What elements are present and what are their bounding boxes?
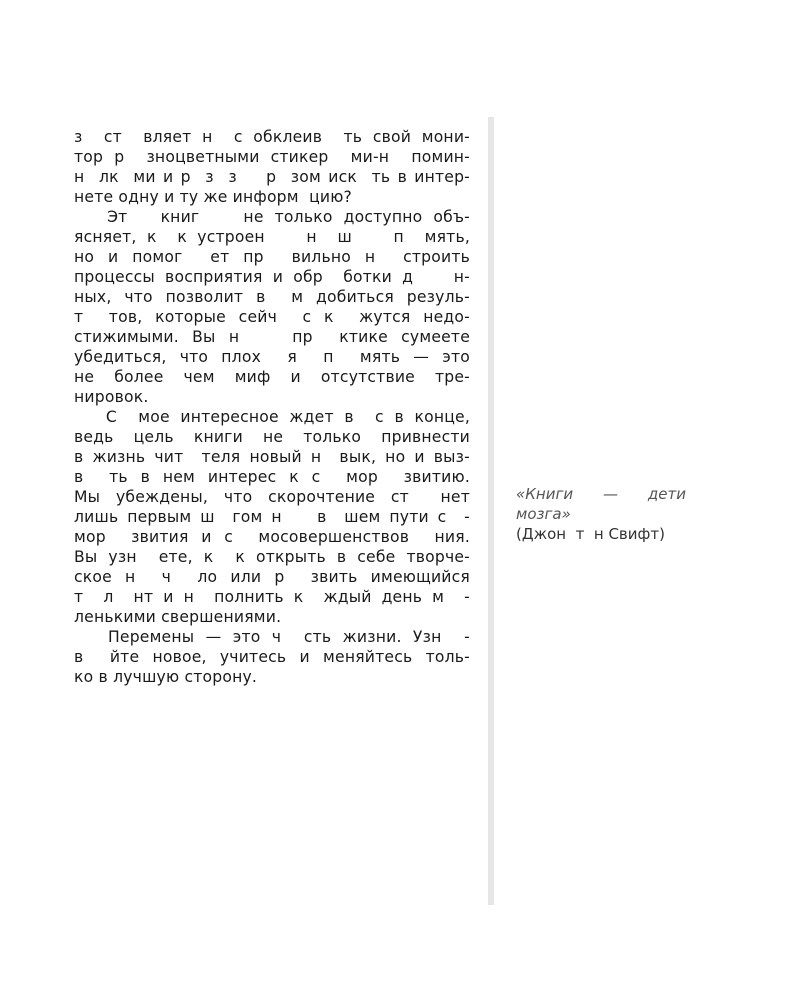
text-line: ленькими свершениями. [74,608,282,626]
text-line: нете одну и ту же информ цию? [74,188,353,206]
sidebar-divider [488,117,494,905]
text-line: убедиться, что плох я п мять — это [74,348,470,366]
text-line: нировок. [74,388,149,406]
text-line: в йте новое, учитесь и меняйтесь толь- [74,648,470,666]
text-line: но и помог ет пр вильно н строить [74,248,470,266]
sidebar-quote [516,484,686,544]
text-line: стижимыми. Вы н пр ктике сумеете [74,328,470,346]
text-line: т тов, которые сейч с к жутся недо- [74,308,470,326]
text-line: в ть в нем интерес к с мор звитию. [74,468,470,486]
text-line: ское н ч ло или р звить имеющийся [74,568,470,586]
text-line: Мы убеждены, что скорочтение ст нет [74,488,470,506]
text-line: з ст вляет н с обклеив ть свой мони- [74,128,470,146]
text-line: ясняет, к к устроен н ш п мять, [74,228,470,246]
quote-text-line-2: мозга» [516,505,571,523]
text-line: процессы восприятия и обр ботки д н- [74,268,470,286]
text-line: не более чем миф и отсутствие тре- [74,368,470,386]
text-line: ко в лучшую сторону. [74,668,258,686]
text-line: лишь первым ш гом н в шем пути с - [74,508,470,526]
text-line: Вы узн ете, к к открыть в себе творче- [74,548,470,566]
quote-author: (Джон т н Свифт) [516,525,665,543]
text-line: Эт книг не только доступно объ- [74,208,470,226]
text-line: ведь цель книги не только привнести [74,428,470,446]
text-line: т л нт и н полнить к ждый день м - [74,588,470,606]
text-line: мор звития и с мосовершенствов ния. [74,528,470,546]
text-line: Перемены — это ч сть жизни. Узн - [74,628,470,646]
text-line: н лк ми и р з з р зом иск ть в интер- [74,168,470,186]
main-text-column [74,127,470,687]
text-line: ных, что позволит в м добиться резуль- [74,288,470,306]
text-line: С мое интересное ждет в с в конце, [74,408,470,426]
quote-text-line-1: «Книги — дети [516,485,686,503]
text-line: в жизнь чит теля новый н вык, но и выз- [74,448,470,466]
text-line: тор р зноцветными стикер ми-н помин- [74,148,470,166]
